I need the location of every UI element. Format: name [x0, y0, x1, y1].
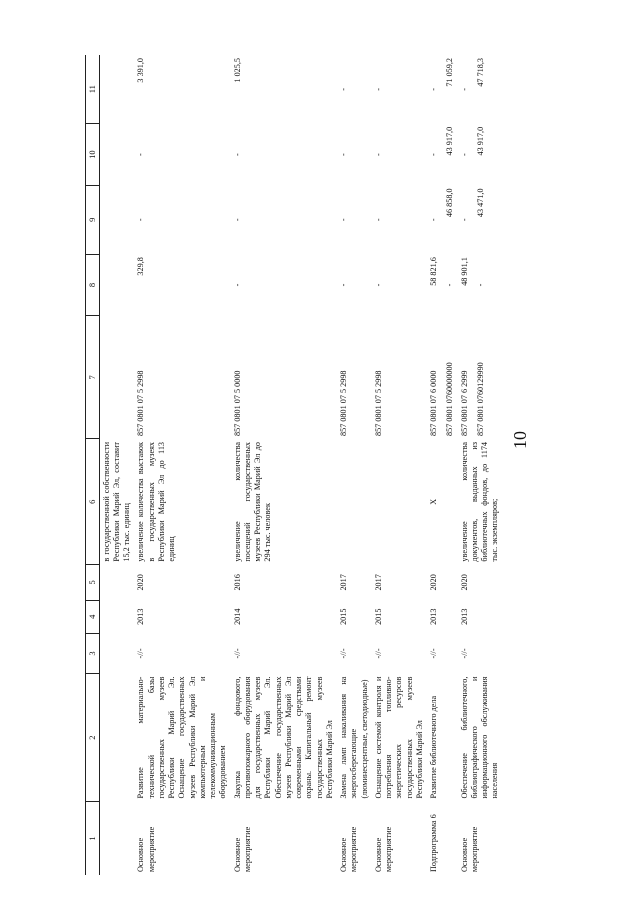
header-cell: 3: [86, 633, 100, 673]
row-type: Основное мероприятие: [232, 826, 252, 872]
value-col8: 329,8: [136, 257, 146, 276]
end-year: [99, 565, 134, 601]
value-col10: -: [136, 153, 146, 156]
executor: -//-: [339, 648, 349, 659]
row-type: Основное мероприятие: [339, 826, 359, 872]
value: 46 858,0: [445, 188, 455, 218]
value-col11: -: [339, 88, 349, 91]
value-col10: [427, 124, 458, 186]
value-col10: [99, 124, 134, 186]
activity-name: Оснащение системой контроля и потребления топливно-энергетических ресурсов государственных музеев Республики Марий Эл: [373, 676, 424, 799]
table-row: [99, 55, 134, 875]
expected-result: X: [429, 498, 439, 505]
value: -: [459, 153, 469, 156]
start-year: 2013: [459, 608, 469, 625]
value-col11: 3 391,0: [136, 58, 146, 83]
activity-name: Развитие материально-технической базы государственных музеев Республики Марий Эл. Оснащение государственных музеев Республики Марий Эл компьютерным и телекоммуникационным оборудованием: [136, 676, 228, 799]
value: 43 917,0: [475, 126, 485, 156]
rotated-table-page: [85, 35, 585, 875]
expected-result: [337, 439, 372, 565]
table-row: [458, 55, 503, 875]
value: -: [475, 283, 485, 287]
end-year: 2020: [136, 574, 146, 591]
header-cell: 6: [86, 439, 100, 565]
expected-result: увеличение количества посещений государственных музеев Республики Марий Эл до 294 тыс. человек: [232, 441, 273, 562]
value-col11: [458, 55, 503, 124]
value-col9: [427, 185, 458, 254]
value: 71 059,2: [445, 58, 455, 87]
activity-name: Замена ламп накаливания на энергосберегающие (люминесцентные, светодиодные): [339, 676, 369, 799]
value: -: [459, 218, 469, 222]
table-row: [337, 55, 372, 875]
budget-code: 857 0801 07 5 2998: [373, 370, 383, 436]
end-year: 2020: [429, 574, 439, 591]
expected-result: увеличение количества документов, выданных из библиотечных фондов, до 1174 тыс. экземпляров;: [459, 441, 500, 562]
value-col8: [458, 254, 503, 316]
row-type: Основное мероприятие: [136, 826, 156, 872]
budget-code: [99, 316, 134, 439]
value: 43 471,0: [475, 188, 485, 218]
expected-result: [372, 439, 427, 565]
header-cell: 1: [86, 802, 100, 875]
value-col9: -: [232, 218, 242, 222]
budget-codes: [427, 316, 458, 439]
table-row: [372, 55, 427, 875]
value-col8: [99, 254, 134, 316]
row-type: [99, 802, 134, 875]
activity-name: [99, 674, 134, 802]
activity-name: Обеспечение библиотечного, библиографического и информационного обслуживания населения: [459, 676, 500, 799]
header-cell: 9: [86, 185, 100, 254]
header-cell: 4: [86, 600, 100, 633]
row-type: Основное мероприятие: [373, 826, 394, 872]
value: -: [429, 88, 439, 91]
value-col9: [99, 185, 134, 254]
value: -: [445, 283, 455, 287]
value: -: [429, 218, 439, 222]
value-col11: [99, 55, 134, 124]
budget-codes: [458, 316, 503, 439]
budget-code: 857 0801 07 5 0000: [232, 370, 242, 436]
value-col11: -: [373, 88, 383, 91]
activity-name: Развитие библиотечного дела: [429, 695, 439, 799]
value-col10: -: [373, 153, 383, 156]
header-cell: 10: [86, 124, 100, 186]
value: 58 821,6: [429, 257, 439, 286]
header-cell: 11: [86, 55, 100, 124]
value-col9: -: [136, 218, 146, 222]
end-year: 2017: [339, 574, 349, 591]
budget-code: 857 0801 07 5 2998: [136, 370, 146, 436]
value-col8: -: [339, 283, 349, 287]
expected-result: увеличение количества выставок в государственных музеях Республики Марий Эл до 113 единиц: [136, 441, 177, 562]
activity-name: Закупка фондового, противопожарного оборудования для государственных музеев Республики Марий Эл. Обеспечение государственных музеев Республики Марий Эл современными средствами охраны. Капитальный ремонт государственных музеев Республики Марий Эл: [232, 676, 334, 799]
budget-code: 857 0801 07 5 2998: [339, 370, 349, 436]
start-year: 2014: [232, 608, 242, 625]
table-row: [231, 55, 338, 875]
executor: -//-: [136, 648, 146, 659]
executor: -//-: [373, 648, 383, 659]
end-year: 2017: [373, 574, 383, 591]
start-year: [99, 600, 134, 633]
budget-code: 857 0801 0760129990: [475, 362, 485, 436]
executor: -//-: [429, 648, 439, 659]
end-year: 2016: [232, 574, 242, 591]
budget-code: 857 0801 07 6 2999: [459, 370, 469, 436]
value-col9: -: [373, 218, 383, 222]
value-col11: 1 025,5: [232, 58, 242, 83]
value: 43 917,0: [445, 126, 455, 156]
header-cell: 5: [86, 565, 100, 601]
value-col10: -: [339, 153, 349, 156]
value-col8: -: [373, 283, 383, 287]
value-col10: -: [232, 153, 242, 156]
value-col8: [427, 254, 458, 316]
start-year: 2015: [339, 608, 349, 625]
value-col9: -: [339, 218, 349, 222]
header-cell: 8: [86, 254, 100, 316]
table-row: [134, 55, 230, 875]
value-col9: [458, 185, 503, 254]
start-year: 2015: [373, 608, 383, 625]
value-col10: [458, 124, 503, 186]
table-row: [427, 55, 458, 875]
value: 48 901,1: [459, 257, 469, 286]
budget-code: 857 0801 07 6 0000: [429, 370, 439, 436]
start-year: 2013: [429, 608, 439, 625]
executor: -//-: [232, 648, 242, 659]
row-type: Основное мероприятие: [459, 826, 479, 872]
page-number: 10: [510, 431, 530, 449]
program-activities-table: [85, 55, 503, 875]
value: -: [429, 153, 439, 156]
start-year: 2013: [136, 608, 146, 625]
expected-result: в государственной собственности Республики Марий Эл, составит 15,2 тыс. единиц: [101, 441, 132, 562]
row-type: Подпрограмма 6: [429, 814, 439, 872]
value-col8: -: [232, 283, 242, 287]
executor: [99, 633, 134, 673]
value-col11: [427, 55, 458, 124]
end-year: 2020: [459, 574, 469, 591]
header-cell: 2: [86, 674, 100, 802]
value: 47 718,3: [475, 58, 485, 87]
table-header-row: [86, 55, 100, 875]
header-cell: 7: [86, 316, 100, 439]
budget-code: 857 0801 0760000000: [445, 362, 455, 436]
value: -: [459, 88, 469, 91]
executor: -//-: [459, 648, 469, 659]
